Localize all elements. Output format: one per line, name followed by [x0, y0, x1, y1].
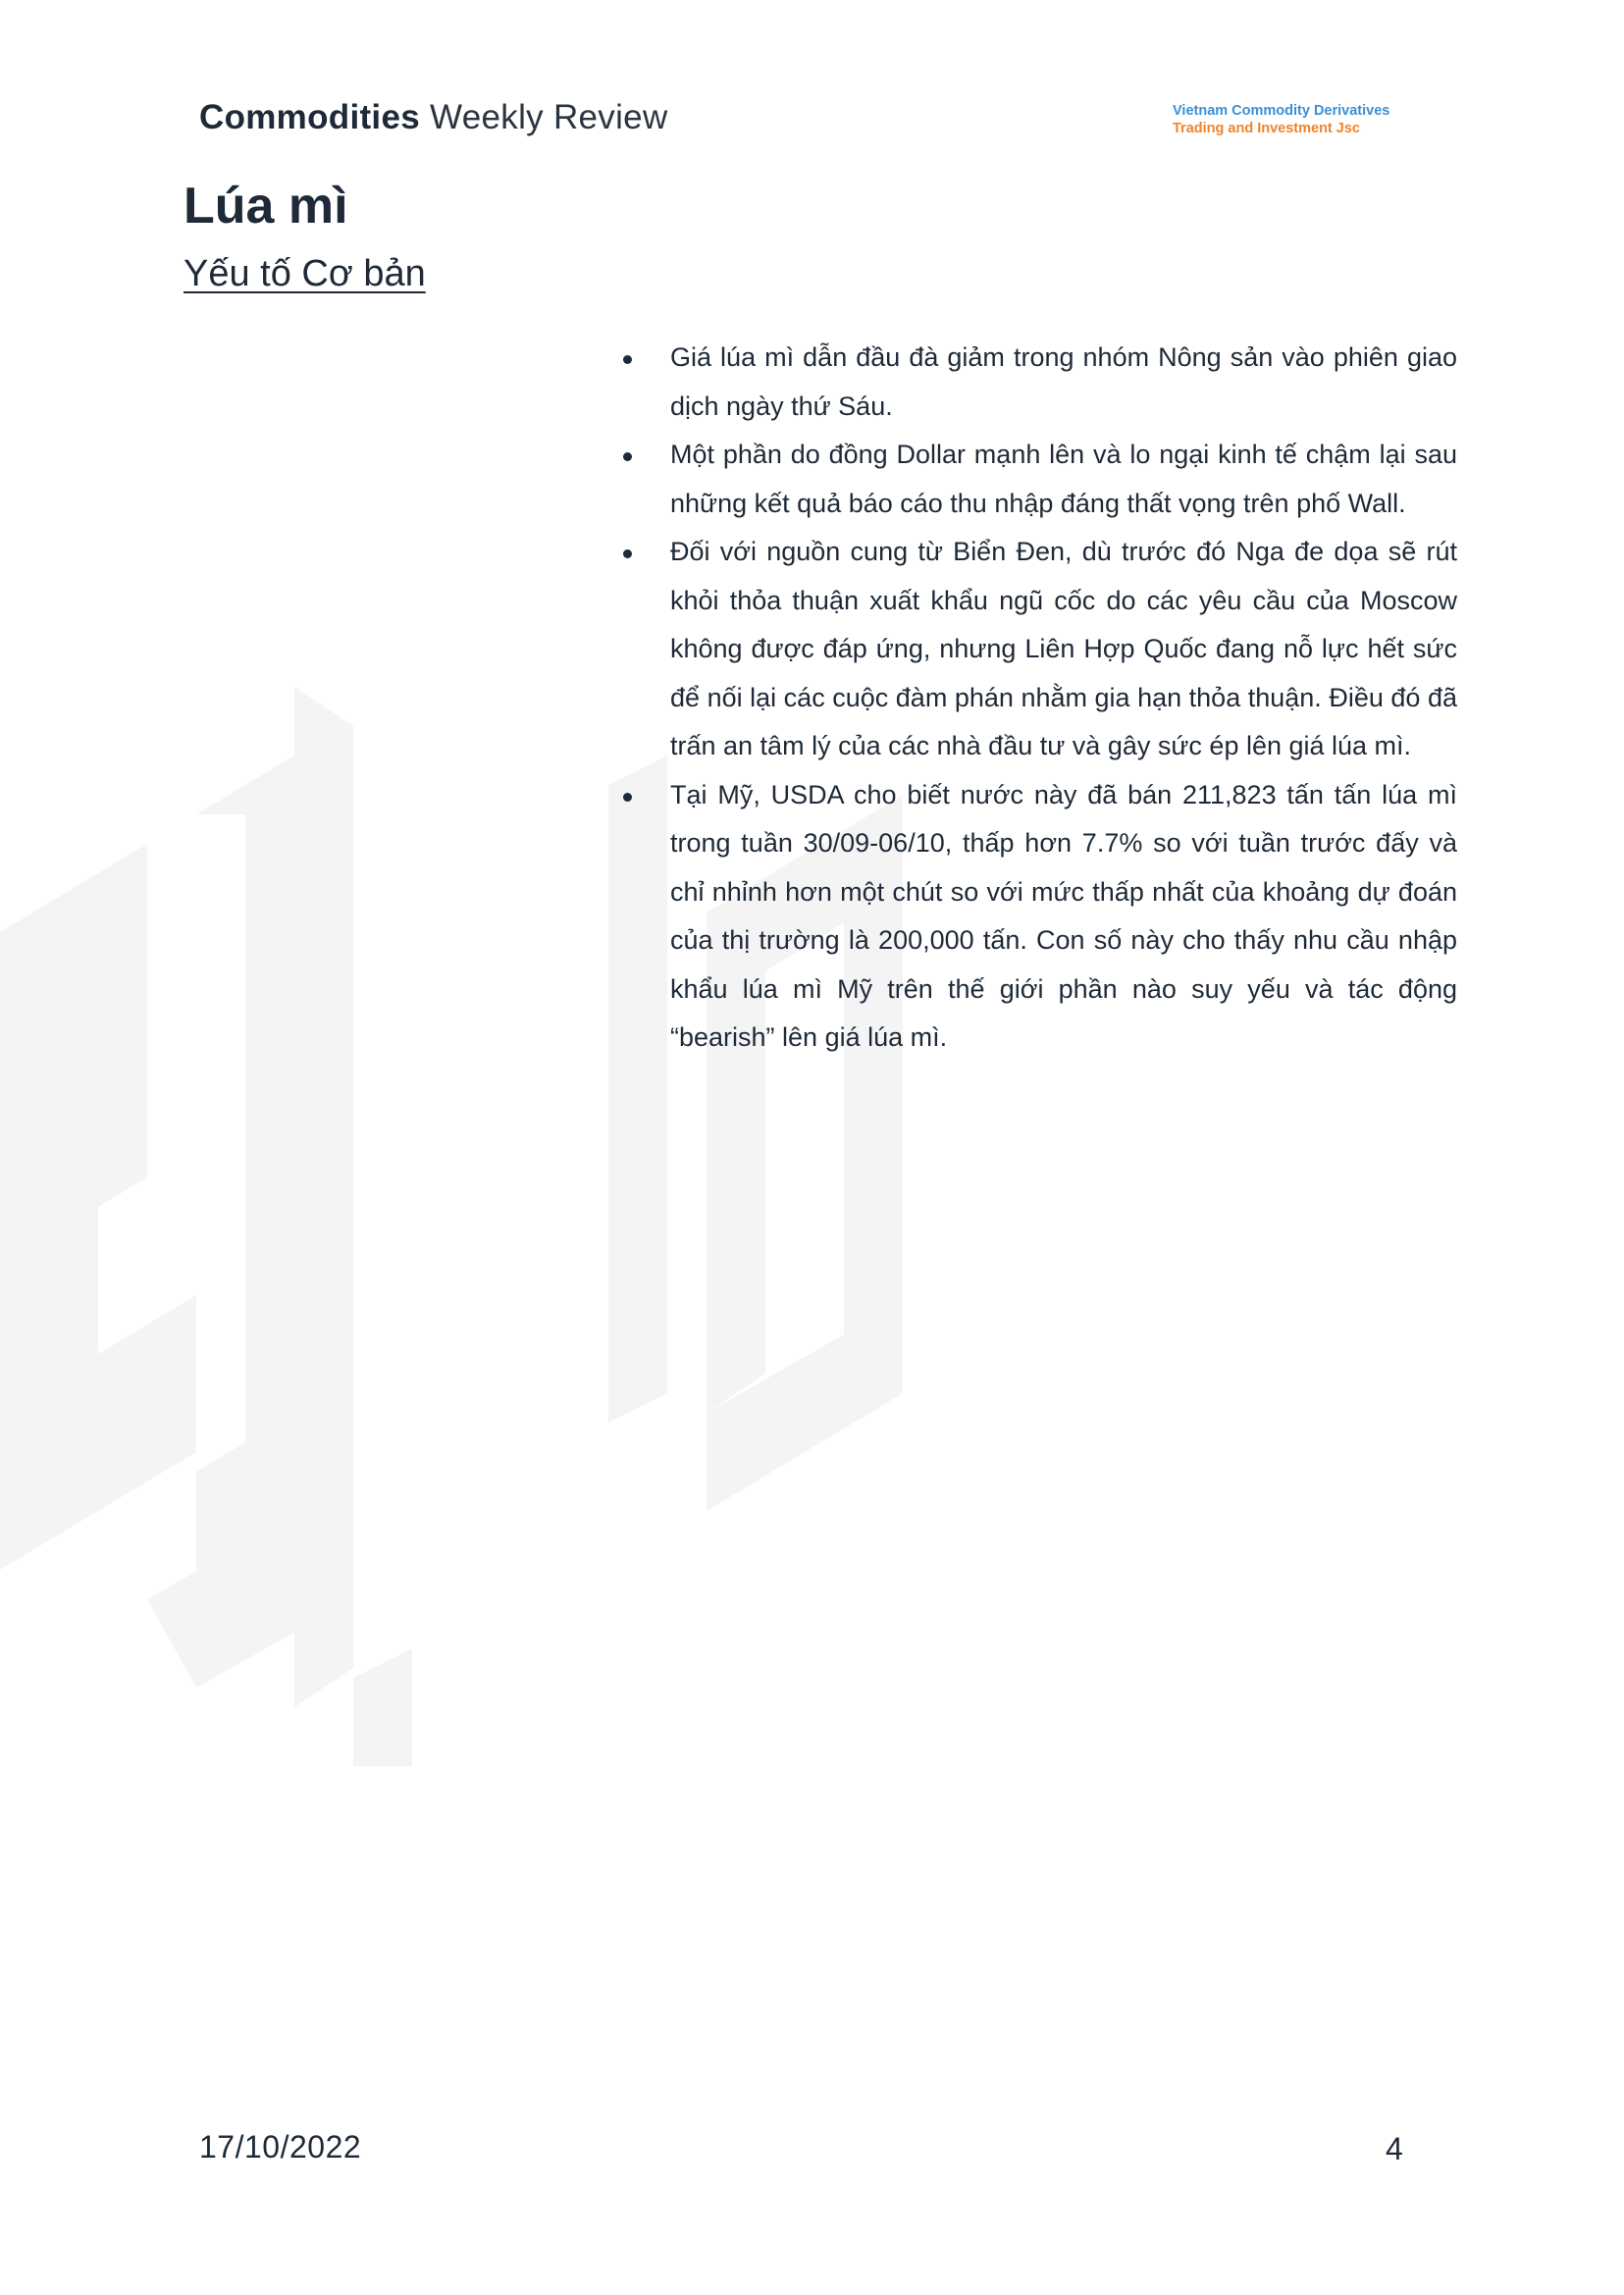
bullet-text: Một phần do đồng Dollar mạnh lên và lo ngại kinh tế chậm lại sau những kết quả báo cáo thu nhập đáng thất vọng trên phố Wall.: [670, 440, 1457, 518]
report-header: [199, 98, 668, 137]
logo-line-1: Vietnam Commodity Derivatives: [1173, 103, 1390, 119]
bullet-text: Đối với nguồn cung từ Biển Đen, dù trước đó Nga đe dọa sẽ rút khỏi thỏa thuận xuất khẩu ngũ cốc do các yêu cầu của Moscow không được đáp ứng, nhưng Liên Hợp Quốc đang nỗ lực hết sức để nối lại các cuộc đàm phán nhằm gia hạn thỏa thuận. Điều đó đã trấn an tâm lý của các nhà đầu tư và gây sức ép lên giá lúa mì.: [670, 537, 1457, 760]
section-subtitle: Yếu tố Cơ bản: [183, 253, 426, 294]
bullet-item: [621, 431, 1457, 528]
bullet-list: [621, 334, 1457, 1063]
header-title-light: Weekly Review: [430, 98, 668, 136]
page-number: 4: [1386, 2131, 1403, 2166]
bullet-item: [621, 528, 1457, 771]
logo-line-2: Trading and Investment Jsc: [1173, 121, 1360, 136]
header-title-bold: Commodities: [199, 98, 420, 136]
page-title: Lúa mì: [183, 178, 348, 235]
bullet-item: [621, 334, 1457, 431]
bullet-dot-icon: [623, 452, 632, 461]
bullet-text: Tại Mỹ, USDA cho biết nước này đã bán 211,823 tấn tấn lúa mì trong tuần 30/09-06/10, thấp hơn 7.7% so với tuần trước đấy và chỉ nhỉnh hơn một chút so với mức thấp nhất của khoảng dự đoán của thị trường là 200,000 tấn. Con số này cho thấy nhu cầu nhập khẩu lúa mì Mỹ trên thế giới phần nào suy yếu và tác động “bearish” lên giá lúa mì.: [670, 779, 1457, 1052]
bullet-dot-icon: [623, 549, 632, 558]
bullet-item: [621, 771, 1457, 1063]
footer-date: 17/10/2022: [199, 2129, 362, 2165]
bullet-text: Giá lúa mì dẫn đầu đà giảm trong nhóm Nông sản vào phiên giao dịch ngày thứ Sáu.: [670, 342, 1457, 421]
bullet-dot-icon: [623, 793, 632, 802]
company-logo: [1173, 102, 1389, 137]
bullet-dot-icon: [623, 355, 632, 364]
